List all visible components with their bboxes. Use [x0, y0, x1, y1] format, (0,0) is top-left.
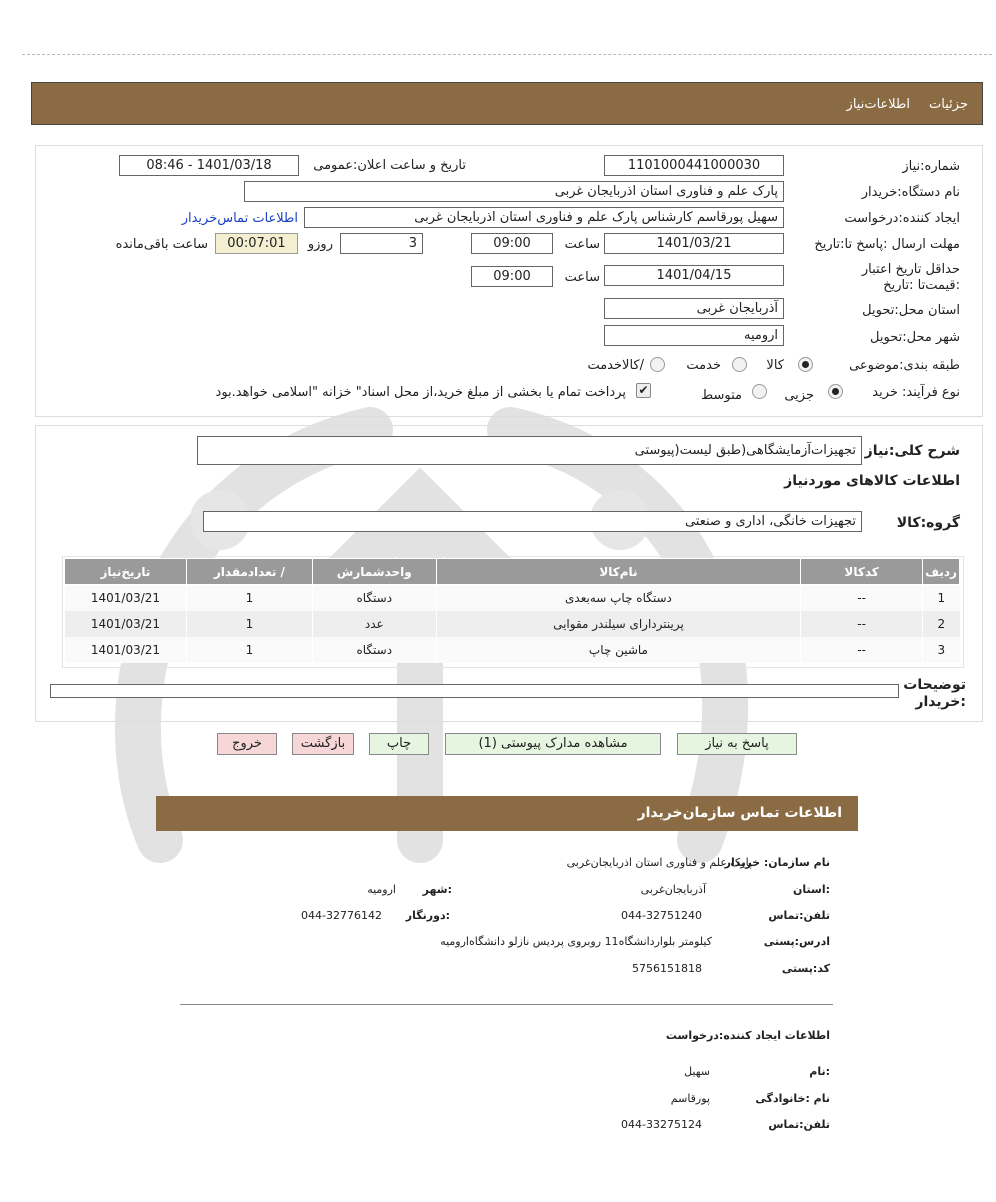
category-goods-radio[interactable] — [798, 357, 813, 372]
table-row — [65, 611, 960, 637]
requester-label: ایجاد کننده:درخواست — [844, 211, 960, 226]
requester-phone-label: تلفن:تماس — [768, 1118, 830, 1131]
contact-header — [156, 796, 858, 831]
validity-time-label: ساعت — [564, 270, 600, 285]
days-field: 3 — [340, 233, 423, 254]
reply-button[interactable]: پاسخ به نیاز — [677, 733, 797, 755]
buyer-notes-field — [50, 684, 899, 698]
requester-name-label: :نام — [809, 1065, 830, 1078]
table-row — [65, 585, 960, 611]
cell-row: 1 — [923, 585, 960, 611]
category-both-radio[interactable] — [650, 357, 665, 372]
col-qty: / تعدادمقدار — [186, 559, 312, 585]
summary-field: تجهیزات‌آزمایشگاهی(طبق لیست(پیوستی — [197, 436, 862, 465]
cell-unit: دستگاه — [312, 585, 436, 611]
deadline-time-label: ساعت — [564, 237, 600, 252]
contact-address: کیلومتر بلواردانشگاه11 روبروی پردیس نازلو دانشگاه‌ارومیه — [440, 935, 712, 948]
cell-qty: 1 — [186, 585, 312, 611]
contact-province-label: :استان — [793, 883, 830, 896]
deadline-time-field: 09:00 — [471, 233, 553, 254]
goods-title: اطلاعات کالاهای موردنیاز — [784, 473, 960, 489]
need-number-field: 1101000441000030 — [604, 155, 784, 176]
col-row: ردیف — [923, 559, 960, 585]
buyer-contact-link[interactable]: اطلاعات تماس‌خریدار — [181, 211, 298, 226]
cell-qty: 1 — [186, 637, 312, 663]
top-divider — [22, 54, 992, 55]
requester-family: پورقاسم — [670, 1092, 710, 1105]
summary-label: شرح کلی:نیاز — [864, 443, 960, 459]
city-label: شهر محل:تحویل — [870, 330, 960, 345]
contact-fax: 044-32776142 — [301, 909, 382, 922]
category-label: طبقه بندی:موضوعی — [849, 358, 960, 373]
requester-field: سهیل پورقاسم کارشناس پارک علم و فناوری استان اذربایجان غربی — [304, 207, 784, 228]
announce-label: تاریخ و ساعت اعلان:عمومی — [313, 158, 466, 173]
contact-separator — [180, 1004, 833, 1005]
process-medium-label: متوسط — [701, 388, 742, 403]
table-header-row — [65, 559, 960, 585]
requester-name: سهیل — [684, 1065, 710, 1078]
cell-date: 1401/03/21 — [65, 585, 187, 611]
category-service-label: خدمت — [686, 358, 721, 373]
group-label: گروه:کالا — [896, 515, 960, 531]
cell-name: ماشین چاپ — [436, 637, 800, 663]
buyer-org-label: نام دستگاه:خریدار — [861, 185, 960, 200]
announce-field: 1401/03/18 - 08:46 — [119, 155, 299, 176]
payment-note: پرداخت تمام یا بخشی از مبلغ خرید،از محل اسناد" خزانه "اسلامی خواهد.بود — [215, 385, 626, 400]
contact-phone-label: تلفن:تماس — [768, 909, 830, 922]
cell-code: -- — [801, 611, 923, 637]
remaining-timer: 00:07:01 — [215, 233, 298, 254]
tab-need-info[interactable]: اطلاعات‌نیاز — [846, 97, 910, 112]
requester-info-title: اطلاعات ایجاد کننده:درخواست — [665, 1029, 830, 1042]
table-row — [65, 637, 960, 663]
validity-time-field: 09:00 — [471, 266, 553, 287]
contact-province: آذربایجان‌غربی — [640, 883, 706, 896]
cell-date: 1401/03/21 — [65, 637, 187, 663]
cell-code: -- — [801, 637, 923, 663]
contact-phone: 044-32751240 — [621, 909, 702, 922]
col-unit: واحدشمارش — [312, 559, 436, 585]
group-field: تجهیزات خانگی، اداری و صنعتی — [203, 511, 862, 532]
buyer-notes-label: توضیحات :خریدار — [903, 677, 966, 710]
process-label: نوع فرآیند: خرید — [872, 385, 960, 400]
print-button[interactable]: چاپ — [369, 733, 429, 755]
contact-city: ارومیه — [367, 883, 396, 896]
contact-address-label: ادرس:پستی — [763, 935, 830, 948]
contact-title: اطلاعات تماس سازمان‌خریدار — [637, 805, 842, 821]
validity-date-field: 1401/04/15 — [604, 265, 784, 286]
cell-date: 1401/03/21 — [65, 611, 187, 637]
category-service-radio[interactable] — [732, 357, 747, 372]
tab-details[interactable]: جزئیات — [929, 97, 968, 112]
province-label: استان محل:تحویل — [862, 303, 960, 318]
cell-unit: عدد — [312, 611, 436, 637]
contact-postal: 5756151818 — [632, 962, 702, 975]
treasury-checkbox[interactable]: ✔ — [636, 383, 651, 398]
days-label: روزو — [307, 237, 333, 252]
contact-fax-label: :دورنگار — [405, 909, 450, 922]
requester-family-label: نام :خانوادگی — [755, 1092, 830, 1105]
deadline-label: مهلت ارسال :پاسخ تا:تاریخ — [814, 237, 960, 252]
process-minor-radio[interactable] — [828, 384, 843, 399]
process-minor-label: جزیی — [784, 388, 814, 403]
validity-label: حداقل تاریخ اعتبار :قیمت‌تا :تاریخ — [861, 262, 960, 293]
remaining-label: ساعت باقی‌مانده — [115, 237, 208, 252]
col-date: تاریخ‌نیاز — [65, 559, 187, 585]
contact-org: پارک علم و فناوری استان اذربایجان‌غربی — [566, 856, 752, 869]
category-both-label: /کالاخدمت — [587, 358, 644, 373]
col-name: نام‌کالا — [436, 559, 800, 585]
header-bar — [31, 82, 983, 125]
cell-unit: دستگاه — [312, 637, 436, 663]
city-field: ارومیه — [604, 325, 784, 346]
need-number-label: شماره:نیاز — [902, 159, 960, 174]
cell-name: پرینتردارای سیلندر مقوایی — [436, 611, 800, 637]
deadline-date-field: 1401/03/21 — [604, 233, 784, 254]
contact-postal-label: کد:پستی — [781, 962, 830, 975]
items-table — [64, 558, 960, 663]
contact-city-label: :شهر — [422, 883, 452, 896]
exit-button[interactable]: خروج — [217, 733, 277, 755]
category-goods-label: کالا — [766, 358, 784, 373]
col-code: کدکالا — [801, 559, 923, 585]
buyer-org-field: پارک علم و فناوری استان اذربایجان غربی — [244, 181, 784, 202]
cell-name: دستگاه چاپ سه‌بعدی — [436, 585, 800, 611]
process-medium-radio[interactable] — [752, 384, 767, 399]
contact-org-label: نام سازمان: خریدار — [724, 856, 830, 869]
back-button[interactable]: بازگشت — [292, 733, 354, 755]
attachments-button[interactable]: مشاهده مدارک پیوستی (1) — [445, 733, 661, 755]
requester-phone: 044-33275124 — [621, 1118, 702, 1131]
cell-code: -- — [801, 585, 923, 611]
cell-qty: 1 — [186, 611, 312, 637]
cell-row: 3 — [923, 637, 960, 663]
province-field: آذربایجان غربی — [604, 298, 784, 319]
cell-row: 2 — [923, 611, 960, 637]
